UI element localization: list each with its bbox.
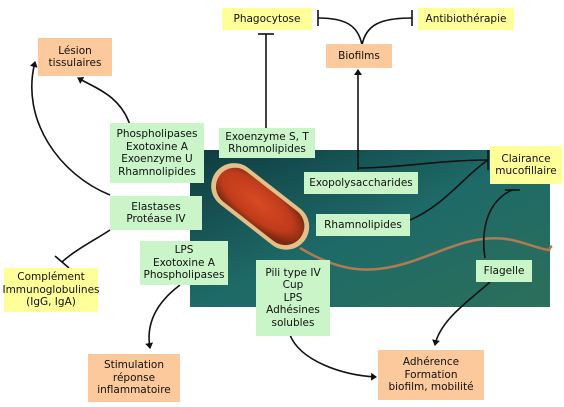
biofilms-box [326, 44, 392, 68]
enzymes-group-box [110, 123, 204, 183]
exoenzyme-s-box [219, 128, 315, 158]
rhamnolipides-box [316, 214, 410, 236]
stimulation-label: Stimulation réponse inflammatoire [97, 359, 171, 397]
lesion-label: Lésion tissulaires [48, 44, 102, 69]
pili-group-box [256, 260, 330, 336]
exopolysaccharides-label: Exopolysaccharides [309, 176, 413, 189]
complement-label: Complément Immunoglobulines (IgG, IgA) [2, 271, 100, 309]
adherence-box [378, 350, 484, 400]
stimulation-box [88, 354, 180, 402]
clairance-box [490, 146, 562, 184]
pili-group-label: Pili type IV Cup LPS Adhésines solubles [265, 266, 321, 329]
exopolysaccharides-box [304, 172, 418, 194]
flagelle-label: Flagelle [483, 264, 525, 277]
adherence-label: Adhérence Formation biofilm, mobilité [388, 356, 474, 394]
lps-group-box [140, 241, 228, 285]
rhamnolipides-label: Rhamnolipides [324, 218, 402, 231]
elastases-box [110, 196, 202, 230]
exoenzyme-s-label: Exoenzyme S, T Rhomnolipides [225, 130, 309, 155]
antibiotherapie-label: Antibiothérapie [425, 12, 507, 25]
biofilms-label: Biofilms [338, 49, 380, 62]
antibiotherapie-box [418, 8, 514, 30]
enzymes-group-label: Phospholipases Exotoxine A Exoenzyme U Rhamnolipides [116, 128, 198, 178]
lesion-box [38, 38, 112, 76]
phagocytose-box [222, 8, 312, 30]
complement-box [4, 268, 98, 312]
phagocytose-label: Phagocytose [233, 12, 301, 25]
clairance-label: Clairance mucofillaire [495, 152, 557, 177]
lps-group-label: LPS Exotoxine A Phospholipases [143, 244, 225, 282]
flagelle-box [476, 260, 532, 282]
elastases-label: Elastases Protéase IV [126, 200, 186, 225]
